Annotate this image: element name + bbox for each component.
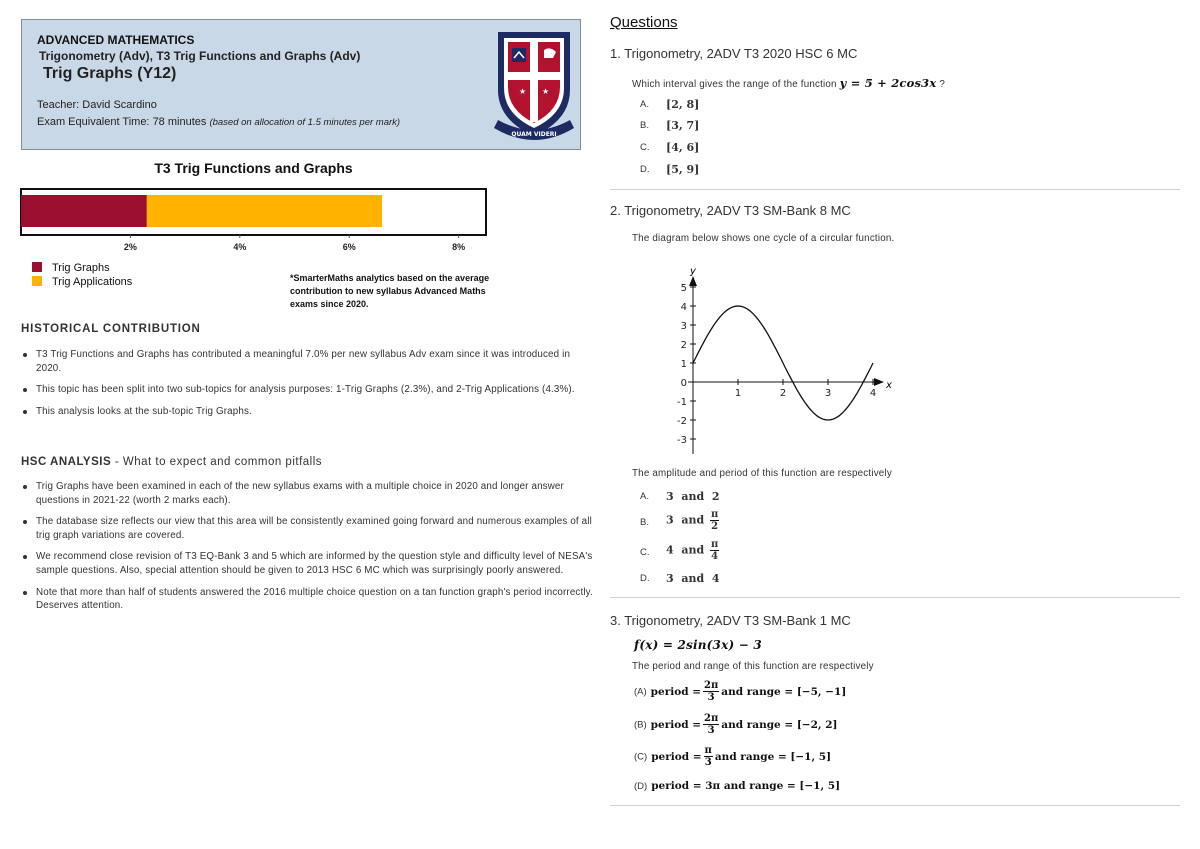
option-letter: A.: [640, 491, 649, 502]
bar-segment-2: [147, 195, 382, 227]
y-tick-label: 0: [680, 378, 687, 389]
option-letter: (C): [634, 751, 648, 763]
hsc-list: [36, 480, 596, 621]
question-2-text: The diagram below shows one cycle of a circular function.: [632, 233, 895, 244]
topic-label: Trigonometry (Adv), T3 Trig Functions and Graphs (Adv): [39, 49, 361, 63]
exam-time-label: Exam Equivalent Time:: [37, 116, 150, 128]
y-tick-label: -3: [677, 435, 687, 446]
tick-label: 6%: [342, 242, 356, 252]
school-crest-logo: [492, 28, 576, 146]
question-3-function: f(x) = 2sin(3x) − 3: [634, 638, 762, 652]
hsc-heading-main: HSC ANALYSIS: [21, 456, 112, 468]
function-curve: [693, 306, 873, 420]
graph-y-label: y: [690, 266, 696, 277]
question-2-text-2: The amplitude and period of this function are respectively: [632, 468, 892, 479]
y-tick-label: -2: [677, 416, 687, 427]
x-tick-label: 3: [824, 388, 832, 399]
y-tick-label: 5: [680, 283, 687, 294]
teacher-line: [37, 99, 157, 111]
question-1-qmark: ?: [939, 79, 946, 90]
questions-heading: Questions: [610, 14, 678, 31]
y-tick-label: 1: [680, 359, 687, 370]
svg-text:★: ★: [519, 87, 527, 96]
list-item: Note that more than half of students answered the 2016 multiple choice question on a tan function graph's period incorrectly. Deserves attention.: [36, 586, 596, 613]
question-1-text: [632, 76, 945, 90]
y-tick-label: 3: [680, 321, 687, 332]
option-letter: (A): [634, 686, 647, 698]
legend-label: Trig Graphs: [52, 262, 110, 274]
q1-option-a[interactable]: [640, 98, 700, 111]
option-value: [4, 6]: [666, 141, 700, 154]
list-item: T3 Trig Functions and Graphs has contributed a meaningful 7.0% per new syllabus Adv exam since it was introduced in 2020.: [36, 348, 596, 375]
question-1-prompt: Which interval gives the range of the function: [632, 79, 837, 90]
option-value: 3 and 2: [666, 490, 720, 503]
question-1-title: 1. Trigonometry, 2ADV T3 2020 HSC 6 MC: [610, 46, 858, 61]
option-value: [5, 9]: [666, 163, 700, 176]
y-tick-label: 2: [680, 340, 687, 351]
option-letter: A.: [640, 99, 649, 110]
exam-time-value: 78 minutes: [152, 116, 207, 128]
q1-option-d[interactable]: [640, 163, 700, 176]
divider: [610, 189, 1180, 190]
legend-swatch: [32, 276, 42, 286]
hsc-heading: [21, 456, 322, 468]
option-letter: C.: [640, 142, 650, 153]
option-letter: D.: [640, 573, 650, 584]
option-value: [3, 7]: [666, 119, 700, 132]
option-letter: D.: [640, 164, 650, 175]
divider: [610, 597, 1180, 598]
divider: [610, 805, 1180, 806]
list-item: This analysis looks at the sub-topic Trig Graphs.: [36, 405, 596, 419]
option-letter: (D): [634, 781, 648, 792]
tick-label: 8%: [452, 242, 466, 252]
circular-function-graph: [668, 262, 898, 457]
question-3-text: The period and range of this function are respectively: [632, 661, 874, 672]
list-item: We recommend close revision of T3 EQ-Bank 3 and 5 which are informed by the question style and difficulty level of NESA's sample questions. Also, special attention should be given to 2013 HSC 6 MC which was surprisingly poorly answered.: [36, 550, 596, 577]
legend-label: Trig Applications: [52, 276, 133, 288]
option-letter: B.: [640, 517, 649, 528]
exam-time-line: [37, 116, 400, 128]
page-title: Trig Graphs (Y12): [43, 65, 177, 82]
exam-time-note: (based on allocation of 1.5 minutes per mark): [209, 117, 401, 128]
chart-title: T3 Trig Functions and Graphs: [154, 160, 353, 176]
option-value: 4 and $\frac{\pi}{4}$: [666, 539, 719, 562]
q1-option-c[interactable]: [640, 141, 700, 154]
historical-heading: HISTORICAL CONTRIBUTION: [21, 323, 201, 335]
chart-footnote: *SmarterMaths analytics based on the average contribution to new syllabus Advanced Maths exams since 2020.: [290, 273, 490, 309]
q2-option-a[interactable]: [640, 490, 720, 503]
x-tick-label: 4: [869, 388, 877, 399]
subject-label: ADVANCED MATHEMATICS: [37, 33, 195, 47]
option-letter: C.: [640, 547, 650, 558]
option-value: [2, 8]: [666, 98, 700, 111]
option-letter: (B): [634, 719, 647, 731]
list-item: The database size reflects our view that this area will be consistently examined going forward and numerous examples of all trig graph variations are covered.: [36, 515, 596, 542]
option-value: 3 and $\frac{\pi}{2}$: [666, 509, 719, 532]
q2-option-b[interactable]: [640, 509, 719, 532]
x-tick-label: 2: [779, 388, 787, 399]
header-box: [21, 19, 581, 150]
x-tick-label: 1: [734, 388, 742, 399]
q3-option-a[interactable]: (A) period = $\frac{2\pi}{3}$ and range = [−5, −1]: [634, 680, 847, 703]
question-2-title: 2. Trigonometry, 2ADV T3 SM-Bank 8 MC: [610, 203, 851, 218]
list-item: Trig Graphs have been examined in each of the new syllabus exams with a multiple choice in 2020 and longer answer questions in 2021-22 (worth 2 marks each).: [36, 480, 596, 507]
svg-text:★: ★: [542, 87, 550, 96]
q2-option-d[interactable]: [640, 572, 720, 585]
svg-text:★: ★: [530, 105, 538, 114]
option-letter: B.: [640, 120, 649, 131]
bar-segment-1: [21, 195, 147, 227]
list-item: This topic has been split into two sub-topics for analysis purposes: 1-Trig Graphs (2.3%), and 2-Trig Applications (4.3%).: [36, 383, 596, 397]
hsc-heading-rest: - What to expect and common pitfalls: [111, 456, 323, 468]
q2-option-c[interactable]: [640, 539, 719, 562]
legend-swatch: [32, 262, 42, 272]
option-value: 3 and 4: [666, 572, 720, 585]
q1-option-b[interactable]: [640, 119, 700, 132]
svg-text:QUAM VIDERI: QUAM VIDERI: [511, 131, 557, 138]
question-1-math: y = 5 + 2cos3x: [839, 76, 937, 90]
q3-option-b[interactable]: (B) period = $\frac{2\pi}{3}$ and range = [−2, 2]: [634, 713, 838, 736]
graph-x-label: x: [886, 380, 892, 391]
y-tick-label: 4: [680, 302, 687, 313]
y-tick-label: -1: [677, 397, 687, 408]
teacher-name: David Scardino: [82, 99, 157, 111]
q3-option-d[interactable]: (D) period = 3π and range = [−1, 5]: [634, 780, 841, 792]
question-3-title: 3. Trigonometry, 2ADV T3 SM-Bank 1 MC: [610, 613, 851, 628]
tick-label: 2%: [123, 242, 137, 252]
historical-list: [36, 348, 596, 426]
teacher-label: Teacher:: [37, 99, 80, 111]
q3-option-c[interactable]: (C) period = $\frac{\pi}{3}$ and range = [−1, 5]: [634, 745, 832, 768]
tick-label: 4%: [233, 242, 247, 252]
